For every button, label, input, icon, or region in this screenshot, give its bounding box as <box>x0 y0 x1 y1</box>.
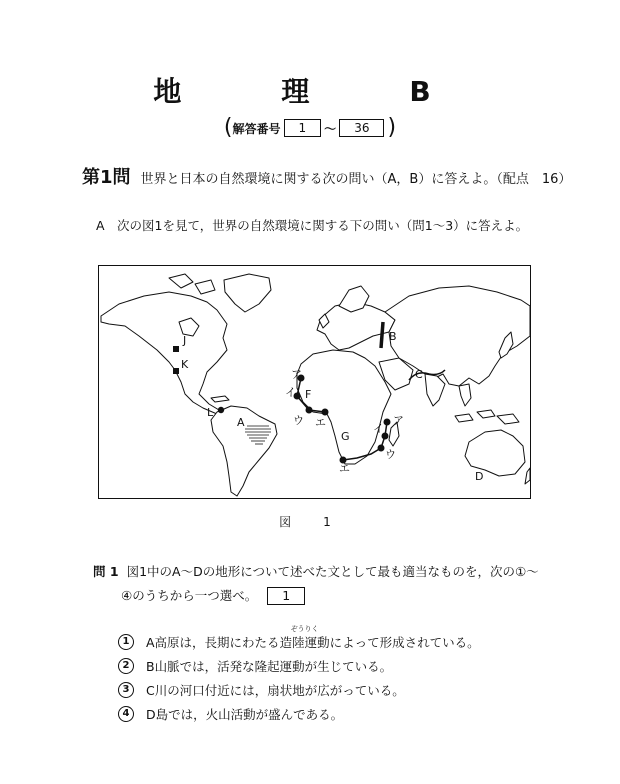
section-a-text: A 次の図1を見て，世界の自然環境に関する下の問い（問1～3）に答えよ。 <box>96 218 529 233</box>
page-title: 地 理 B <box>153 75 467 108</box>
problem-1-text-1: 図1中のA～Dの地形について述べた文として最も適当なものを，次の①～ <box>126 564 539 579</box>
indonesia-shape-1 <box>455 414 473 422</box>
label-a: A <box>237 416 245 429</box>
label-l: L <box>207 406 214 419</box>
new-guinea-shape <box>497 414 519 424</box>
west-point-u <box>306 407 313 414</box>
label-east-i: イ <box>373 422 384 435</box>
west-point-e <box>322 409 329 416</box>
question-number: 第1問 <box>82 167 131 188</box>
choice-4-number: 4 <box>118 706 134 722</box>
label-d: D <box>475 470 484 483</box>
arctic-island-2 <box>195 280 215 294</box>
world-map <box>98 265 531 499</box>
right-paren: ) <box>387 115 397 140</box>
label-c: C <box>415 368 423 381</box>
answer-range <box>0 117 620 139</box>
label-west-i: イ <box>285 386 296 399</box>
label-east-u: ウ <box>385 448 396 461</box>
choice-1-post: によって形成されている。 <box>329 635 480 650</box>
world-map-svg <box>99 266 530 498</box>
problem-1-answer-box: 1 <box>267 587 305 605</box>
problem-1 <box>93 560 553 608</box>
problem-1-label: 問 1 <box>93 564 119 579</box>
point-j <box>173 346 179 352</box>
answer-range-from: 1 <box>284 119 322 137</box>
africa-shape <box>297 350 391 464</box>
caribbean-island <box>211 396 229 402</box>
label-east-e: エ <box>339 462 350 475</box>
region-b-line <box>381 322 383 348</box>
choice-3-text: C川の河口付近には，扇状地が広がっている。 <box>146 683 405 698</box>
choice-list <box>118 625 480 726</box>
choice-1-ruby <box>279 625 330 651</box>
point-k <box>173 368 179 374</box>
choice-2-text: B山脈では，活発な隆起運動が生じている。 <box>146 659 393 674</box>
choice-3 <box>118 678 480 702</box>
choice-2-number: 2 <box>118 658 134 674</box>
east-point-a <box>384 419 391 426</box>
label-j: J <box>183 334 187 347</box>
new-zealand-shape <box>525 468 530 484</box>
label-b: B <box>389 330 397 343</box>
figure-caption: 図 1 <box>279 515 341 529</box>
question-text: 世界と日本の自然環境に関する次の問い（A，B）に答えよ。（配点 16） <box>140 172 572 187</box>
label-g: G <box>341 430 350 443</box>
choice-1-ruby-text: ぞうりく <box>290 625 319 633</box>
greenland-shape <box>224 274 271 312</box>
choice-1-pre: A高原は，長期にわたる <box>146 635 280 650</box>
choice-4 <box>118 702 480 726</box>
indonesia-shape-2 <box>477 410 495 418</box>
label-k: K <box>181 358 189 371</box>
arctic-island-1 <box>169 274 193 288</box>
label-west-e: エ <box>315 416 326 429</box>
point-l <box>218 407 224 413</box>
australia-shape <box>465 430 525 476</box>
label-east-a: ア <box>393 414 404 427</box>
east-point-u <box>378 445 385 452</box>
choice-4-text: D島では，火山活動が盛んである。 <box>146 707 344 722</box>
label-west-u: ウ <box>293 414 304 427</box>
choice-2 <box>118 654 480 678</box>
answer-range-to: 36 <box>339 119 384 137</box>
north-america-shape <box>101 292 227 414</box>
label-west-a: ア <box>291 368 302 381</box>
answer-range-tilde: ～ <box>324 121 337 136</box>
answer-range-label: 解答番号 <box>232 121 281 136</box>
southeast-asia-shape <box>459 384 471 406</box>
choice-3-number: 3 <box>118 682 134 698</box>
choice-1-ruby-base: 造陸運動 <box>279 635 330 650</box>
question-header <box>82 163 571 189</box>
left-paren: ( <box>223 115 233 140</box>
choice-1 <box>118 625 480 654</box>
problem-1-text-2: ④のうちから一つ選べ。 <box>121 588 258 603</box>
label-f: F <box>305 388 312 401</box>
india-shape <box>425 374 445 406</box>
choice-1-number: 1 <box>118 634 134 650</box>
